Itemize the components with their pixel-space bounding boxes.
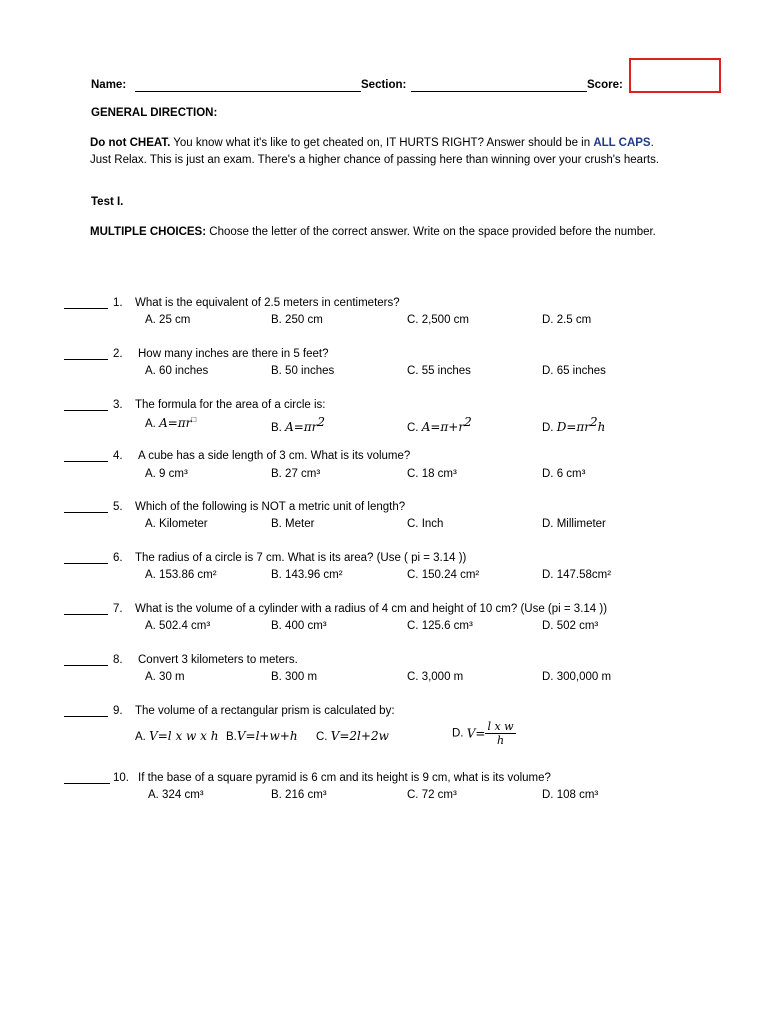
question-number: 2. [113, 348, 123, 360]
question-number: 6. [113, 552, 123, 564]
question-number: 8. [113, 654, 123, 666]
answer-blank-9[interactable] [64, 716, 108, 717]
question-text: The volume of a rectangular prism is calculated by: [135, 705, 395, 717]
choice-b: B.V=l+w+h [226, 729, 298, 743]
choice-c: C. 55 inches [407, 365, 471, 377]
choice-d: D. 502 cm³ [542, 620, 599, 632]
mc-text: Choose the letter of the correct answer. Write on the space provided before the number. [206, 226, 656, 238]
choice-b: B. Meter [271, 518, 315, 530]
question-number: 9. [113, 705, 123, 717]
fraction: $\frac{\text{l x w}}{h}$ [487, 720, 514, 747]
choice-d: D. 300,000 m [542, 671, 612, 683]
choice-b: B. 50 inches [271, 365, 335, 377]
choice-a: A. 60 inches [145, 365, 209, 377]
question-text: How many inches are there in 5 feet? [138, 348, 329, 360]
question-text: The radius of a circle is 7 cm. What is its area? (Use ( pi = 3.14 )) [135, 552, 467, 564]
choice-a: A. A=πr□ [145, 415, 197, 430]
test-title: Test I. [91, 196, 124, 208]
choice-b: B. 250 cm [271, 314, 323, 326]
section-label: Section: [361, 79, 407, 91]
section-blank[interactable] [411, 91, 587, 92]
direction-all-caps: ALL CAPS [593, 137, 651, 149]
question-number: 3. [113, 399, 123, 411]
choice-c: C. 72 cm³ [407, 789, 457, 801]
choice-a: A. 9 cm³ [145, 468, 188, 480]
choice-b: B. 143.96 cm² [271, 569, 343, 581]
answer-blank-3[interactable] [64, 410, 108, 411]
question-text: The formula for the area of a circle is: [135, 399, 326, 411]
choice-c: C. V=2l+2w [316, 729, 389, 743]
choice-c: C. 2,500 cm [407, 314, 469, 326]
choice-a: A. 502.4 cm³ [145, 620, 211, 632]
mc-bold: MULTIPLE CHOICES: [90, 226, 207, 238]
choice-a: A. V=l x w x h [135, 729, 219, 743]
question-number: 10. [113, 772, 129, 784]
choice-d: D. Millimeter [542, 518, 606, 530]
choice-d: D. $D=\pi r^2h$ [542, 415, 606, 434]
choice-c: C. 150.24 cm² [407, 569, 480, 581]
question-text: What is the equivalent of 2.5 meters in centimeters? [135, 297, 400, 309]
choice-d: D. 2.5 cm [542, 314, 592, 326]
choice-b: B. 27 cm³ [271, 468, 321, 480]
answer-blank-6[interactable] [64, 563, 108, 564]
choice-d: D. 108 cm³ [542, 789, 599, 801]
answer-blank-1[interactable] [64, 308, 108, 309]
answer-blank-4[interactable] [64, 461, 108, 462]
question-number: 5. [113, 501, 123, 513]
direction-end: . Just Relax. This is just an exam. There's a higher chance of passing here than winning over your crush's hearts. [90, 137, 660, 166]
choice-b: B. 300 m [271, 671, 318, 683]
question-text: Convert 3 kilometers to meters. [138, 654, 298, 666]
answer-blank-7[interactable] [64, 614, 108, 615]
question-number: 7. [113, 603, 123, 615]
question-text: A cube has a side length of 3 cm. What is its volume? [138, 450, 411, 462]
answer-blank-5[interactable] [64, 512, 108, 513]
choice-d: D. 147.58cm² [542, 569, 612, 581]
score-box[interactable] [629, 58, 721, 93]
choice-c: C. 125.6 cm³ [407, 620, 473, 632]
choice-d: D. V= $\frac{\text{l x w}}{h}$ [452, 720, 514, 747]
general-direction-text [90, 135, 665, 169]
choice-a: A. 324 cm³ [148, 789, 204, 801]
choice-d: D. 65 inches [542, 365, 606, 377]
answer-blank-2[interactable] [64, 359, 108, 360]
question-text: If the base of a square pyramid is 6 cm and its height is 9 cm, what is its volume? [138, 772, 551, 784]
answer-blank-8[interactable] [64, 665, 108, 666]
choice-c: C. Inch [407, 518, 444, 530]
question-text: Which of the following is NOT a metric unit of length? [135, 501, 406, 513]
choice-d: D. 6 cm³ [542, 468, 586, 480]
direction-bold: Do not CHEAT. [90, 137, 171, 149]
choice-a: A. 153.86 cm² [145, 569, 217, 581]
choice-a: A. 25 cm [145, 314, 191, 326]
question-text: What is the volume of a cylinder with a radius of 4 cm and height of 10 cm? (Use (pi = 3.14 )) [135, 603, 608, 615]
name-blank[interactable] [135, 91, 361, 92]
direction-body: You know what it's like to get cheated on, IT HURTS RIGHT? Answer should be in [170, 137, 594, 149]
choice-b: B. 216 cm³ [271, 789, 327, 801]
choice-c: C. $A=\pi+r^2$ [407, 415, 472, 434]
name-label: Name: [91, 79, 127, 91]
answer-blank-10[interactable] [64, 783, 110, 784]
choice-c: C. 18 cm³ [407, 468, 457, 480]
question-number: 1. [113, 297, 123, 309]
choice-a: A. Kilometer [145, 518, 208, 530]
choice-c: C. 3,000 m [407, 671, 464, 683]
choice-a: A. 30 m [145, 671, 185, 683]
general-direction-title: GENERAL DIRECTION: [91, 107, 218, 119]
multiple-choice-instructions [90, 224, 665, 241]
choice-b: B. 400 cm³ [271, 620, 327, 632]
question-number: 4. [113, 450, 123, 462]
choice-b: B. $A=\pi r^2$ [271, 415, 326, 434]
score-label: Score: [587, 79, 623, 91]
